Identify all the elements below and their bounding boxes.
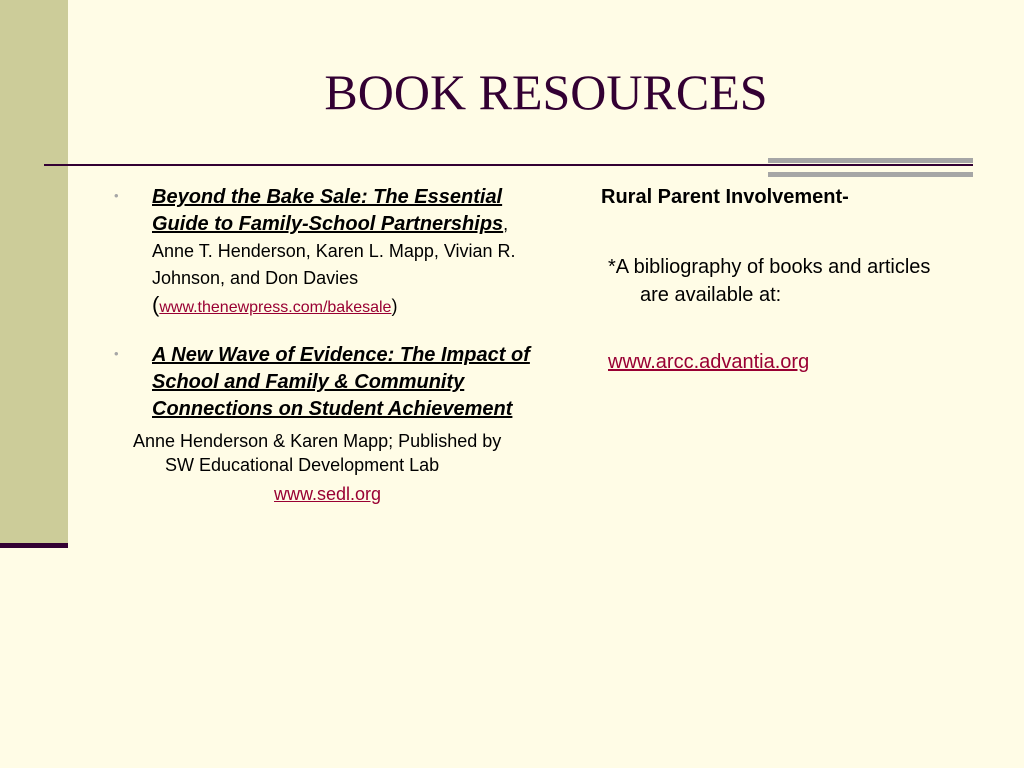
rural-resources — [598, 184, 950, 376]
slide-title: BOOK RESOURCES — [324, 64, 768, 120]
book-publisher-new-wave: Anne Henderson & Karen Mapp; Published by SW Educational Development Lab — [133, 431, 502, 475]
book-title-bake-sale: Beyond the Bake Sale: The Essential Guide to Family-School Partnerships — [152, 186, 504, 235]
book-title-comma: , — [503, 214, 509, 234]
link-paren-open: ( — [152, 292, 160, 317]
arcc-link-row — [598, 348, 950, 376]
book-title-new-wave: A New Wave of Evidence: The Impact of School and Family & Community Connections on Student Achievement — [152, 344, 530, 420]
book-list — [110, 184, 530, 506]
left-decorative-band — [0, 0, 68, 545]
rural-heading: Rural Parent Involvement- — [601, 186, 849, 208]
sedl-link[interactable]: www.sedl.org — [274, 484, 382, 504]
left-band-rule — [0, 543, 68, 548]
arcc-link[interactable]: www.arcc.advantia.org — [608, 351, 810, 373]
bullet-icon: • — [114, 346, 119, 361]
book-item-bake-sale — [110, 184, 530, 320]
divider-accent-bar-top — [768, 158, 973, 163]
book-authors-bake-sale: Anne T. Henderson, Karen L. Mapp, Vivian R. Johnson, and Don Davies — [152, 241, 516, 288]
bullet-icon: • — [114, 188, 119, 203]
book-item-new-wave — [110, 342, 530, 423]
title-divider-line — [44, 164, 973, 166]
bibliography-text: *A bibliography of books and articles are available at: — [608, 256, 931, 306]
sedl-link-row — [110, 482, 530, 506]
divider-accent-bar-bottom — [768, 172, 973, 177]
bakesale-link[interactable]: www.thenewpress.com/bakesale — [159, 299, 392, 316]
link-paren-close: ) — [391, 296, 398, 316]
